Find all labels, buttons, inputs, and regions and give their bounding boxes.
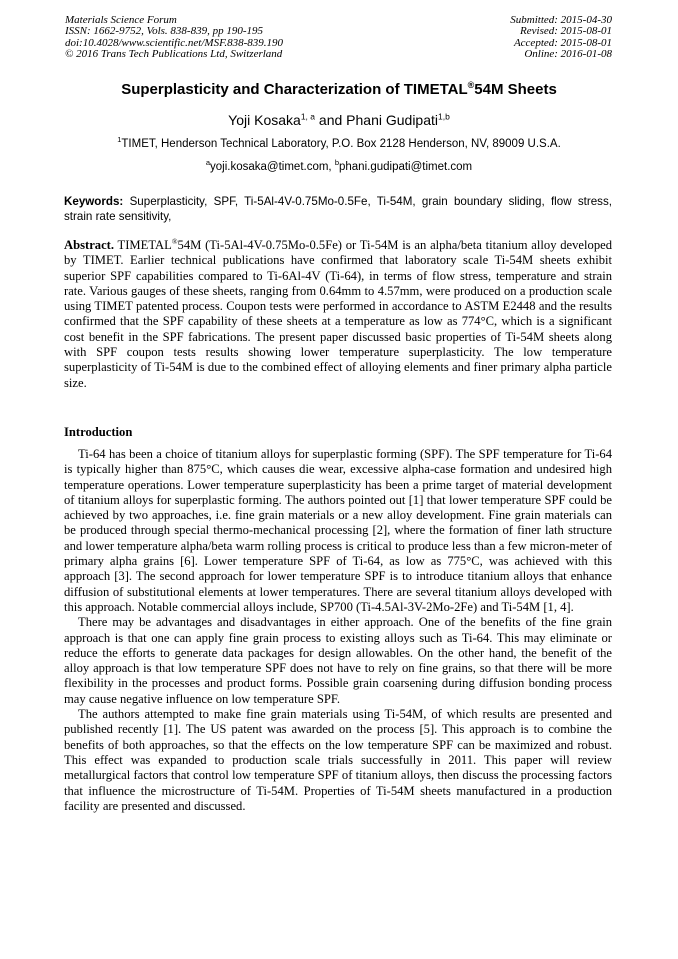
paragraph: There may be advantages and disadvantages in either approach. One of the benefits of the fine grain approach is that one can apply fine grain process to existing alloys such as Ti-64. This may eliminate or reduce the efforts to generate data packages for design allowables. On the other hand, the benefit of the alloy approach is that low temperature SPF does not have to rely on fine grains, so that there will be more flexibility in the processes and product forms. Possible grain coarsening during diffusion bonding process may cause negative influence on low temperature SPF. bbox=[64, 615, 612, 706]
abstract-label: Abstract. bbox=[64, 238, 115, 252]
paragraph: Ti-64 has been a choice of titanium alloys for superplastic forming (SPF). The SPF temperature for Ti-64 is typically higher than 875°C, which causes die wear, excessive alpha-case formation and undesired high temperature operations. Lower temperature superplasticity has been a prime target of material development of titanium alloys for superplastic forming. The authors pointed out [1] that lower temperature SPF could be achieved by two approaches, i.e. fine grain materials or a new alloy development. Fine grain materials can be produced through special thermo-mechanical processing [2], where the formation of finer lath structure and lower temperature alpha/beta warm rolling process is critical to produce less than a few micron-meter of primary alpha grains [6]. Lower temperature SPF of Ti-64, as low as 775°C, was achieved with this approach [3]. The second approach for lower temperature SPF is to introduce titanium alloys that enhance diffusion of substitutional elements at lower temperatures. There are several titanium alloys developed with this approach. Notable commercial alloys include, SP700 (Ti-4.5Al-3V-2Mo-2Fe) and Ti-54M [1, 4]. bbox=[64, 447, 612, 614]
keywords bbox=[64, 194, 612, 224]
email-address: yoji.kosaka@timet.com, bbox=[210, 161, 335, 173]
journal-info bbox=[65, 15, 283, 61]
email-address: phani.gudipati@timet.com bbox=[339, 161, 473, 173]
paragraph: The authors attempted to make fine grain materials using Ti-54M, of which results are presented and published recently [1]. The US patent was awarded on the process [5]. This approach is to combine the benefits of both approaches, so that the effects on the low temperature SPF can be maximized and robust. This effect was expanded to production scale trials successfully in 2011. This paper will review metallurgical factors that control low temperature SPF of titanium alloys, then discuss the processing factors that influence the microstructure of Ti-54M. Properties of Ti-54M sheets manufactured in a production facility are presented and discussed. bbox=[64, 707, 612, 813]
author-name: Phani Gudipati bbox=[346, 112, 438, 128]
author-name: Yoji Kosaka bbox=[228, 112, 301, 128]
introduction-body bbox=[64, 447, 612, 814]
affiliation: $^1$TIMET, Henderson Technical Laboratory, P.O. Box 2128 Henderson, NV, 89009 U.S.A. bbox=[117, 135, 561, 150]
date-online: Online: 2016-01-08 bbox=[524, 48, 612, 61]
date-submitted: Submitted: 2015-04-30 bbox=[510, 14, 612, 26]
submission-dates bbox=[510, 15, 612, 61]
author-emails: $^a$yoji.kosaka@timet.com, $^b$phani.gudipati@timet.com bbox=[205, 158, 473, 173]
abstract: Abstract. TIMETAL®54M (Ti-5Al-4V-0.75Mo-0.5Fe) or Ti-54M is an alpha/beta titanium alloy developed by TIMET. Earlier technical publications have confirmed that laboratory scale Ti-54M sheets exhibit superior SPF capabilities compared to Ti-6Al-4V (Ti-64), in terms of flow stress, temperature and strain rate. Various gauges of these sheets, ranging from 0.64mm to 4.57mm, were produced on a production scale using TIMET patented process. Coupon tests were performed in accordance to ASTM E2448 and the results confirmed that the SPF capability of these sheets at a temperature as low as 774°C, which is a significant cost benefit in the SPF fabrications. The present paper discussed basic properties of Ti-54M sheets along with SPF coupon tests results showing lower temperature superplasticity. The low temperature superplasticity of Ti-54M is due to the combined effect of alloying elements and finer primary alpha particle size. bbox=[64, 236, 613, 390]
date-accepted: Accepted: 2015-08-01 bbox=[513, 36, 612, 49]
journal-issn: ISSN: 1662-9752, Vols. 838-839, pp 190-195 bbox=[65, 25, 263, 38]
keywords-label: Keywords: bbox=[64, 195, 124, 208]
author-list: Yoji Kosaka$^{1, a}$ and Phani Gudipati$^{1,b}$ bbox=[228, 111, 450, 128]
paper-title: Superplasticity and Characterization of TIMETAL®54M Sheets bbox=[121, 80, 557, 98]
journal-copyright: © 2016 Trans Tech Publications Ltd, Switzerland bbox=[65, 48, 283, 61]
journal-doi: doi:10.4028/www.scientific.net/MSF.838-839.190 bbox=[65, 36, 284, 49]
journal-name: Materials Science Forum bbox=[65, 14, 177, 26]
date-revised: Revised: 2015-08-01 bbox=[520, 25, 612, 38]
registered-mark: ® bbox=[467, 80, 475, 90]
section-heading-introduction: Introduction bbox=[64, 425, 133, 439]
abstract-text: 54M (Ti-5Al-4V-0.75Mo-0.5Fe) or Ti-54M is an alpha/beta titanium alloy developed by TIMET. Earlier technical publications have confirmed that laboratory scale Ti-54M sheets exhibit superior SPF capabilities compared to Ti-6Al-4V (Ti-64), in terms of flow stress, temperature and strain rate. Various gauges of these sheets, ranging from 0.64mm to 4.57mm, were produced on a production scale using TIMET patented process. Coupon tests were performed in accordance to ASTM E2448 and the results confirmed that the SPF capability of these sheets at a temperature as low as 774°C, which is a significant cost benefit in the SPF fabrications. The present paper discussed basic properties of Ti-54M sheets along with SPF coupon tests results showing lower temperature superplasticity. The low temperature superplasticity of Ti-54M is due to the combined effect of alloying elements and finer primary alpha particle size. bbox=[64, 238, 613, 390]
keywords-text: Superplasticity, SPF, Ti-5Al-4V-0.75Mo-0.5Fe, Ti-54M, grain boundary sliding, flow stress, strain rate sensitivity, bbox=[64, 195, 612, 223]
